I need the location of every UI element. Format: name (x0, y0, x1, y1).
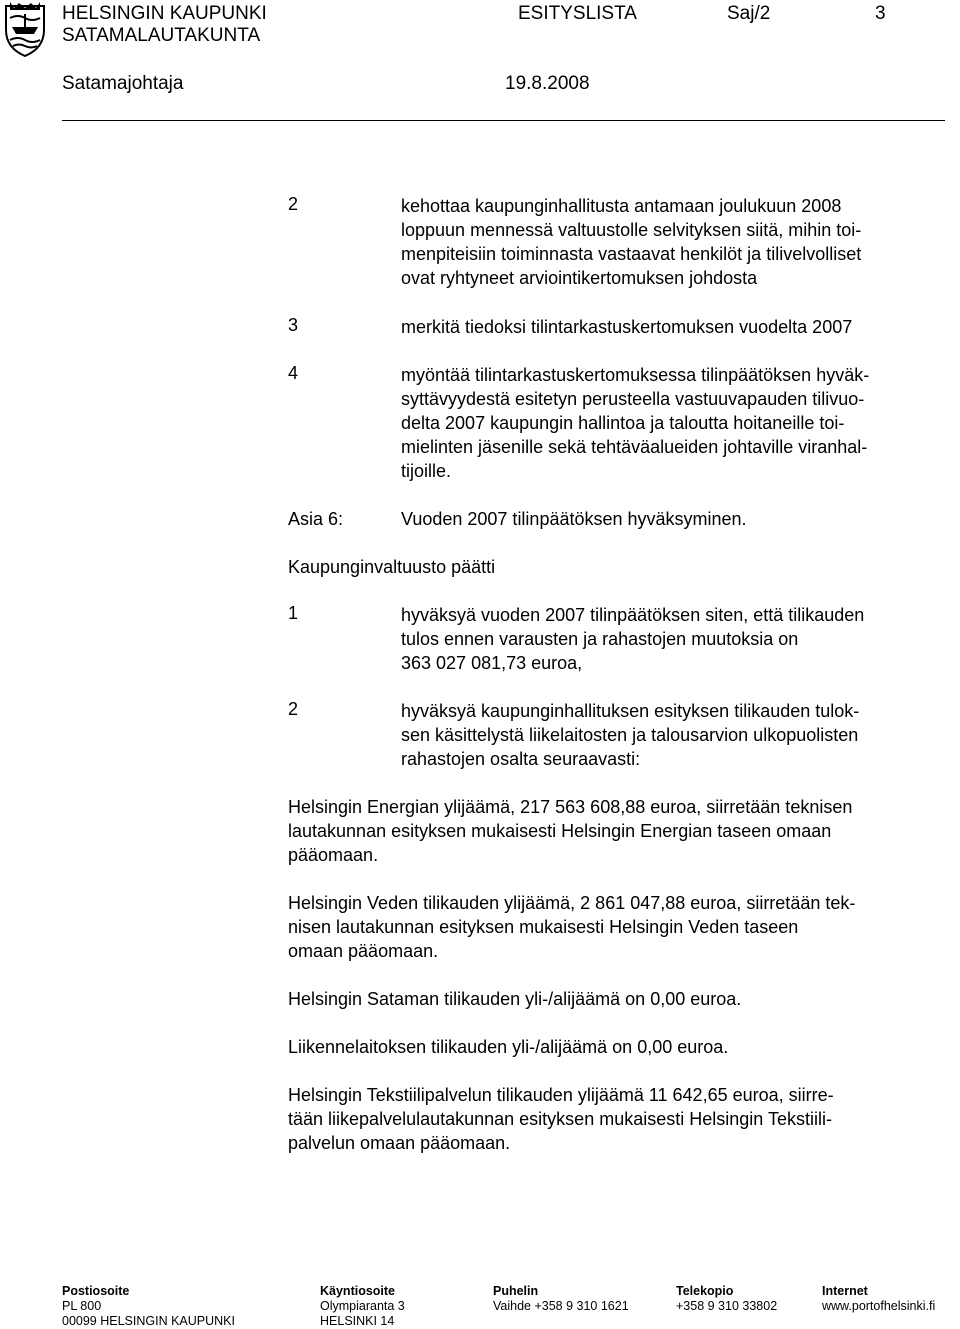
paragraph-line: palvelun omaan pääomaan. (288, 1133, 511, 1153)
item-text-line: myöntää tilintarkastuskertomuksessa tilinpäätöksen hyväk- (401, 365, 870, 385)
footer-line: 00099 HELSINGIN KAUPUNKI (62, 1314, 235, 1328)
footer-heading: Telekopio (676, 1284, 734, 1298)
paragraph-line: nisen lautakunnan esityksen mukaisesti Helsingin Veden taseen (288, 917, 799, 937)
asia-title: Vuoden 2007 tilinpäätöksen hyväksyminen. (401, 509, 747, 529)
header-rule (62, 120, 945, 121)
footer-heading: Puhelin (493, 1284, 539, 1298)
author: Satamajohtaja (62, 73, 184, 94)
paragraph-line: Liikennelaitoksen tilikauden yli-/alijäämä on 0,00 euroa. (288, 1037, 729, 1057)
paragraph-line: Helsingin Sataman tilikauden yli-/alijäämä on 0,00 euroa. (288, 989, 742, 1009)
item-text-line: tijoille. (401, 461, 452, 481)
decision-number: 1 (288, 603, 299, 623)
doc-type: ESITYSLISTA (518, 3, 637, 24)
decision-text-line: sen käsittelystä liikelaitosten ja talousarvion ulkopuolisten (401, 725, 859, 745)
website-link[interactable]: www.portofhelsinki.fi (822, 1299, 936, 1313)
decision-text-line: rahastojen osalta seuraavasti: (401, 749, 641, 769)
item-number: 3 (288, 315, 299, 335)
paragraph-tekstiilipalvelu (288, 1083, 834, 1155)
footer-line: PL 800 (62, 1299, 102, 1313)
decision-text-line: hyväksyä kaupunginhallituksen esityksen tilikauden tulok- (401, 701, 860, 721)
footer-line: +358 9 310 33802 (676, 1299, 778, 1313)
org-name: HELSINGIN KAUPUNKI (62, 3, 267, 24)
helsinki-crest-icon (0, 0, 50, 58)
footer-fax (676, 1284, 777, 1314)
case-ref: Saj/2 (727, 3, 771, 24)
item-text-line: loppuun mennessä valtuustolle selvityksen siitä, mihin toi- (401, 220, 862, 240)
asia-label: Asia 6: (288, 509, 344, 529)
item-text-line: menpiteisiin toiminnasta vastaavat henkilöt ja tilivelvolliset (401, 244, 862, 264)
paragraph-line: Helsingin Veden tilikauden ylijäämä, 2 861 047,88 euroa, siirretään tek- (288, 893, 856, 913)
decision-text-line: 363 027 081,73 euroa, (401, 653, 583, 673)
decision-number: 2 (288, 699, 299, 719)
footer-heading: Käyntiosoite (320, 1284, 396, 1298)
footer-visiting (320, 1284, 405, 1329)
paragraph-line: pääomaan. (288, 845, 379, 865)
item-text-line: syttävyydestä esitetyn perusteella vastuuvapauden tilivuo- (401, 389, 865, 409)
paragraph-energia (288, 795, 852, 867)
item-text-line: merkitä tiedoksi tilintarkastuskertomuksen vuodelta 2007 (401, 317, 853, 337)
paragraph-line: tään liikepalvelulautakunnan esityksen mukaisesti Helsingin Tekstiili- (288, 1109, 832, 1129)
paragraph-line: Helsingin Tekstiilipalvelun tilikauden ylijäämä 11 642,65 euroa, siirre- (288, 1085, 834, 1105)
list-item (401, 363, 869, 483)
footer-phone (493, 1284, 629, 1314)
item-text-line: kehottaa kaupunginhallitusta antamaan joulukuun 2008 (401, 196, 842, 216)
list-item (401, 315, 852, 339)
footer-heading: Postiosoite (62, 1284, 130, 1298)
footer-line: Olympiaranta 3 (320, 1299, 405, 1313)
decision-heading: Kaupunginvaltuusto päätti (288, 557, 496, 577)
decision-item (401, 699, 859, 771)
footer-line: HELSINKI 14 (320, 1314, 395, 1328)
decision-item (401, 603, 864, 675)
org-unit: SATAMALAUTAKUNTA (62, 25, 261, 46)
decision-text-line: hyväksyä vuoden 2007 tilinpäätöksen siten, että tilikauden (401, 605, 865, 625)
paragraph-line: omaan pääomaan. (288, 941, 439, 961)
item-text-line: mielinten jäsenille sekä tehtäväalueiden johtaville viranhal- (401, 437, 868, 457)
item-text-line: delta 2007 kaupungin hallintoa ja taloutta hoitaneille toi- (401, 413, 845, 433)
footer-line: Vaihde +358 9 310 1621 (493, 1299, 629, 1313)
item-number: 2 (288, 194, 299, 214)
paragraph-line: lautakunnan esityksen mukaisesti Helsingin Energian taseen omaan (288, 821, 832, 841)
paragraph-line: Helsingin Energian ylijäämä, 217 563 608,88 euroa, siirretään teknisen (288, 797, 853, 817)
item-number: 4 (288, 363, 299, 383)
decision-text-line: tulos ennen varausten ja rahastojen muutoksia on (401, 629, 799, 649)
footer-postal (62, 1284, 235, 1329)
item-text-line: ovat ryhtyneet arviointikertomuksen johdosta (401, 268, 758, 288)
footer-internet (822, 1284, 935, 1314)
date: 19.8.2008 (505, 73, 590, 94)
page-number: 3 (875, 3, 886, 24)
list-item (401, 194, 861, 290)
paragraph-vesi (288, 891, 855, 963)
paragraph-satama (288, 987, 741, 1011)
paragraph-liikennelaitos (288, 1035, 728, 1059)
footer-heading: Internet (822, 1284, 868, 1298)
